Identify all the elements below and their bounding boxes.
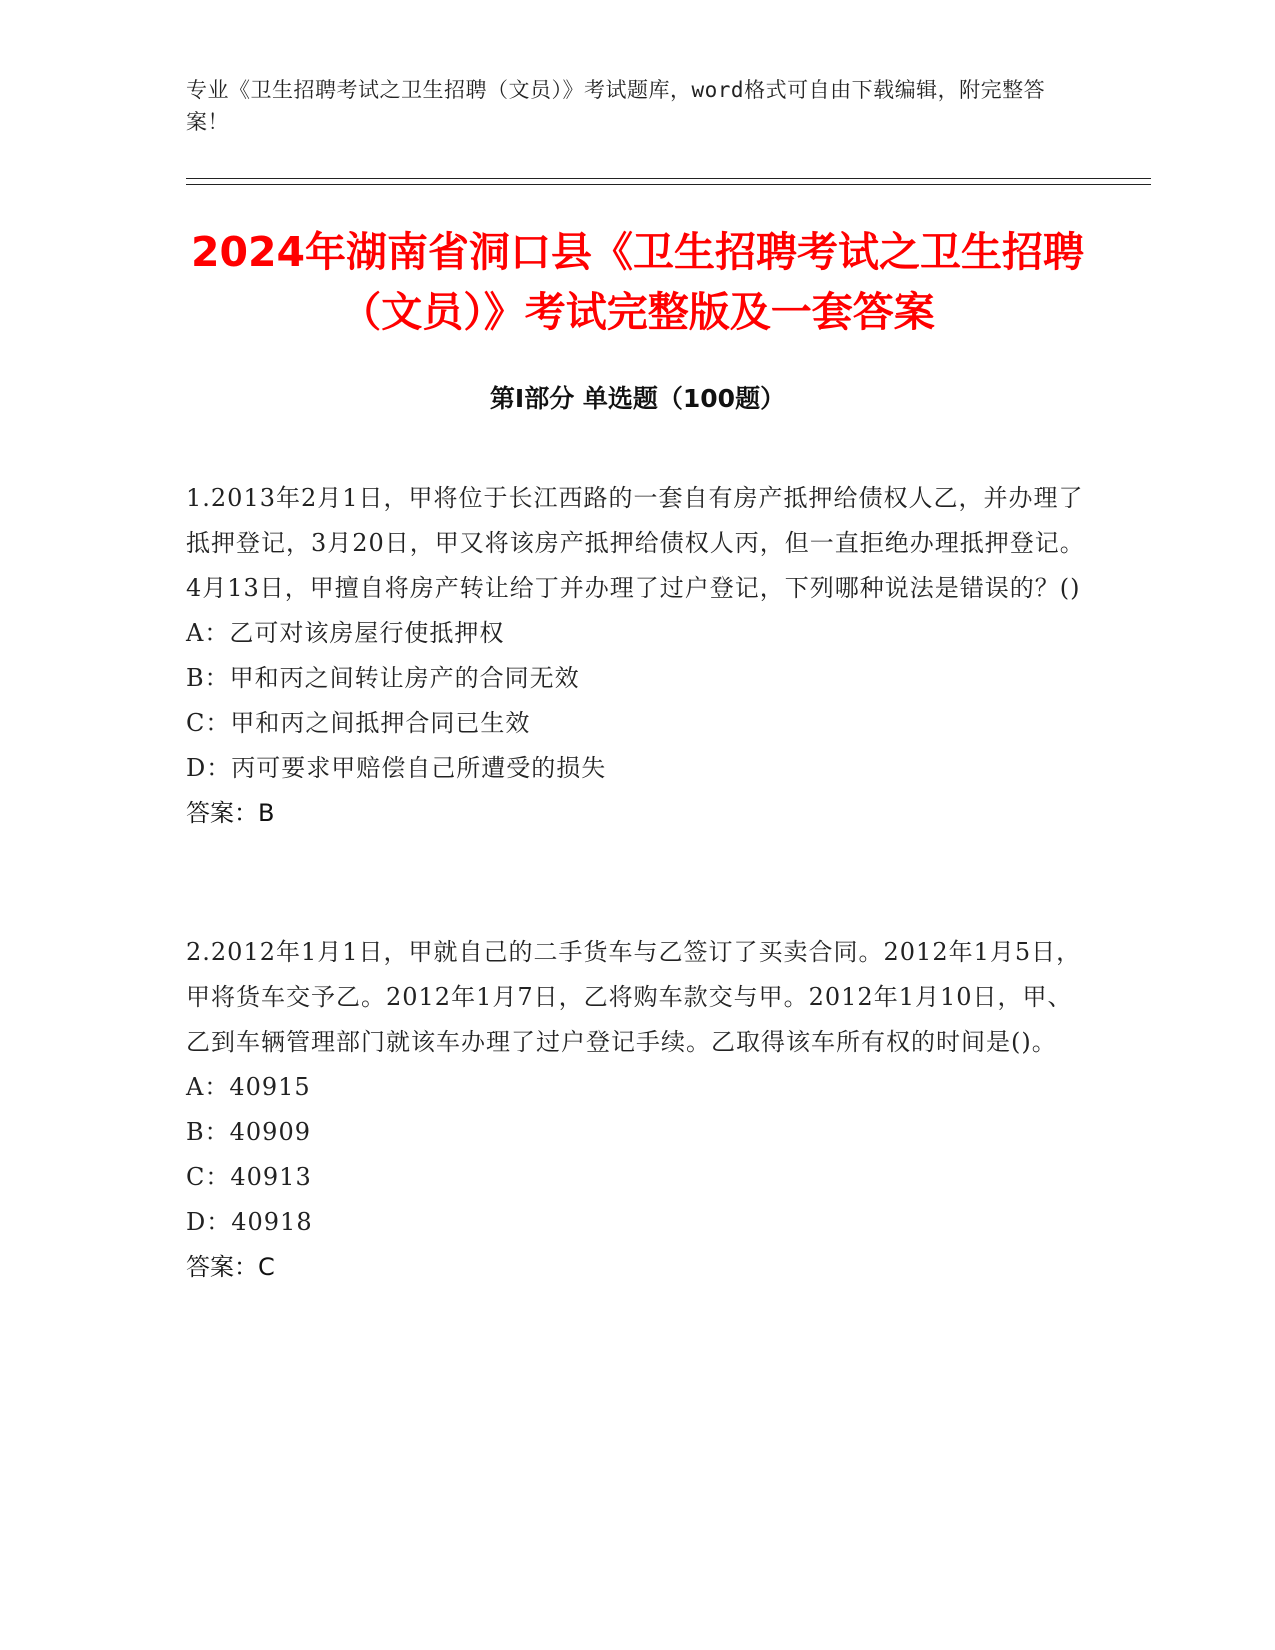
option-d: D：丙可要求甲赔偿自己所遭受的损失 xyxy=(186,754,607,782)
option-d: D：40918 xyxy=(186,1208,313,1236)
answer-line: 答案：B xyxy=(186,799,275,827)
option-b: B：甲和丙之间转让房产的合同无效 xyxy=(186,664,580,692)
section-heading: 第Ⅰ部分 单选题（100题） xyxy=(489,384,786,413)
option-a: A：乙可对该房屋行使抵押权 xyxy=(186,619,505,647)
header-divider-bottom xyxy=(186,184,1151,185)
option-b: B：40909 xyxy=(186,1118,311,1146)
option-c: C：甲和丙之间抵押合同已生效 xyxy=(186,709,531,737)
header-divider-top xyxy=(186,178,1151,179)
question-stem: 1.2013年2月1日，甲将位于长江西路的一套自有房产抵押给债权人乙，并办理了抵押登记，3月20日，甲又将该房产抵押给债权人丙，但一直拒绝办理抵押登记。4月13日，甲擅自将房产转让给丁并办理了过户登记，下列哪种说法是错误的？() xyxy=(186,484,1085,602)
option-c: C：40913 xyxy=(186,1163,312,1191)
question-stem: 2.2012年1月1日，甲就自己的二手货车与乙签订了买卖合同。2012年1月5日，甲将货车交予乙。2012年1月7日，乙将购车款交与甲。2012年1月10日，甲、乙到车辆管理部门就该车办理了过户登记手续。乙取得该车所有权的时间是()。 xyxy=(186,938,1082,1056)
question-block xyxy=(186,930,1086,1290)
document-title: 2024年湖南省洞口县《卫生招聘考试之卫生招聘（文员）》考试完整版及一套答案 xyxy=(190,228,1085,336)
answer-line: 答案：C xyxy=(186,1253,275,1281)
question-block xyxy=(186,476,1086,836)
option-a: A：40915 xyxy=(186,1073,311,1101)
header-note: 专业《卫生招聘考试之卫生招聘（文员）》考试题库，word格式可自由下载编辑，附完整答案！ xyxy=(186,78,1046,134)
